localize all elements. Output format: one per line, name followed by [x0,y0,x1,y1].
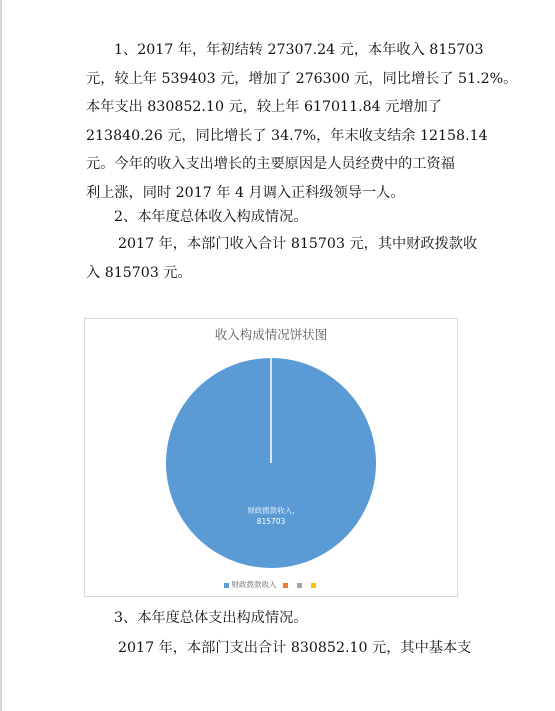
text-line: 2017 年，本部门收入合计 815703 元，其中财政拨款收 [118,236,478,252]
legend-label: 财政拨款收入 [231,580,277,589]
paragraph-income-detail [86,230,486,287]
heading-expense-composition: 3、本年度总体支出构成情况。 [114,610,308,626]
chart-legend [85,579,457,590]
legend-item [224,579,277,590]
text-line: 213840.26 元，同比增长了 34.7%，年末收支结余 12158.14 [86,127,488,144]
page-left-border [0,0,2,711]
heading-income-composition: 2、本年度总体收入构成情况。 [114,209,308,225]
text-line: 元，较上年 539403 元，增加了 276300 元，同比增长了 51.2%。 [86,70,518,87]
text-line: 1、2017 年，年初结转 27307.24 元，本年收入 815703 [114,42,484,58]
data-label-name: 财政拨款收入, [247,506,295,515]
legend-swatch [311,583,316,588]
text-line: 2017 年，本部门支出合计 830852.10 元，其中基本支 [118,640,472,656]
text-line: 元。今年的收入支出增长的主要原因是人员经费中的工资福 [86,156,455,173]
legend-item [283,580,291,589]
paragraph-income-expense-summary [86,36,518,208]
text-line: 入 815703 元。 [86,264,192,281]
data-label-value: 815703 [256,517,286,526]
paragraph-expense-detail [86,634,486,663]
legend-swatch [297,583,302,588]
income-pie-chart [84,318,458,597]
pie-plot-area [85,319,457,596]
text-line: 利上涨，同时 2017 年 4 月调入正科级领导一人。 [86,184,405,201]
legend-item [311,580,319,589]
chart-title: 收入构成情况饼状图 [214,327,328,342]
legend-swatch [283,583,288,588]
text-line: 本年支出 830852.10 元，较上年 617011.84 元增加了 [86,99,442,116]
legend-item [297,580,305,589]
legend-swatch [224,583,229,588]
